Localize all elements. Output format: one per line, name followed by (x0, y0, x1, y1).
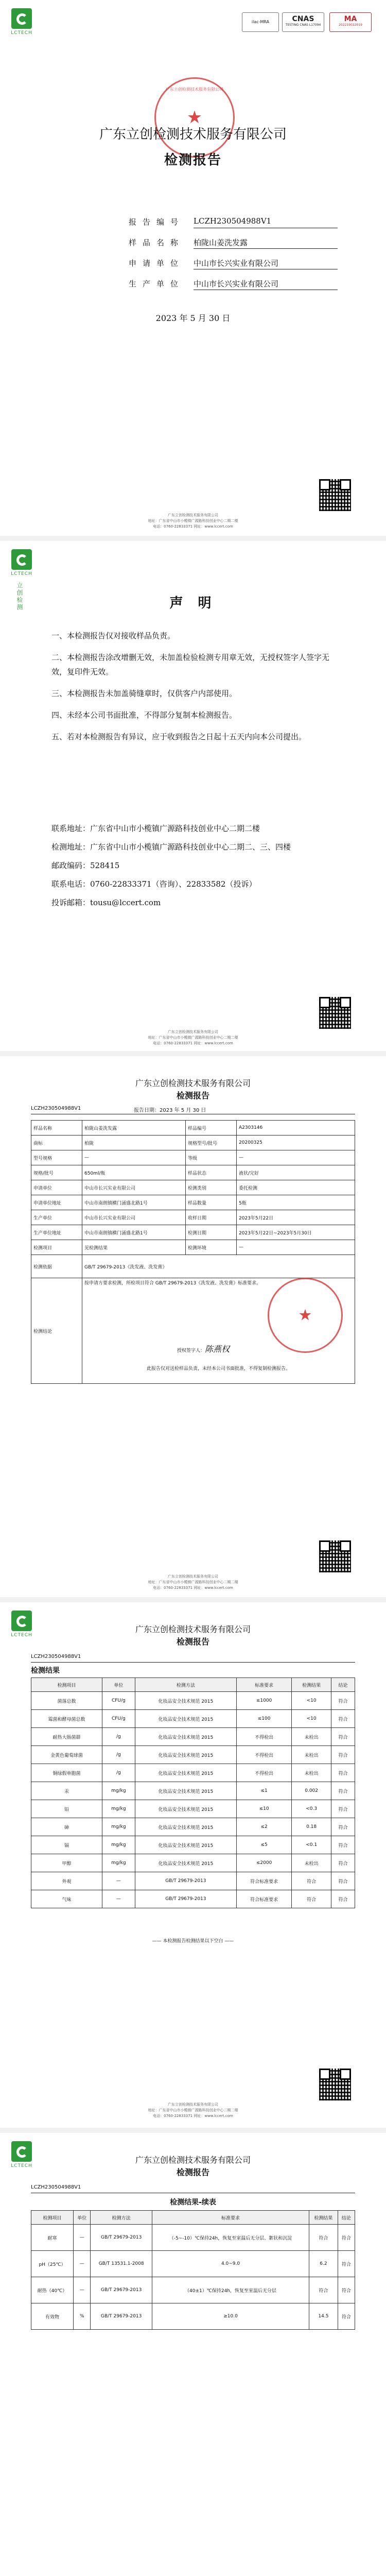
table-cell: 化妆品安全技术规范 2015 (135, 1710, 236, 1728)
table-cell: mg/kg (102, 1854, 135, 1872)
table-header-cell: 标准要求 (152, 2211, 309, 2225)
table-row (31, 1165, 355, 1180)
table-cell: 未检出 (292, 1728, 331, 1746)
results-subtitle: 检测结果 (31, 1667, 60, 1675)
table-cell: 符合 (331, 1818, 355, 1836)
table-cell: 检测环境 (186, 1240, 237, 1255)
table-row (31, 1121, 355, 1136)
table-cell: 14.5 (309, 2303, 338, 2330)
table-cell: GB/T 13531.1-2008 (91, 2251, 152, 2277)
contact-row (51, 856, 360, 875)
table-row (31, 2303, 355, 2330)
page-cover (0, 0, 386, 536)
table-cell: 650ml/瓶 (82, 1165, 186, 1180)
page-sample-info (0, 1056, 386, 1597)
cover-field-value: 柏陇山姜洗发露 (194, 238, 248, 247)
table-cell: 甲醇 (31, 1854, 102, 1872)
table-header-cell: 检测结果 (309, 2211, 338, 2225)
table-cell: 中山市南朗镇横门涌盛北路1号 (82, 1225, 186, 1240)
table-cell: 等级 (186, 1150, 237, 1165)
cover-field-label: 生产单位 (129, 279, 178, 289)
company-logo: LCTECH (7, 549, 36, 577)
page-header-company: 广东立创检测技术服务有限公司 (135, 1624, 251, 1634)
end-note: —— 本检测报告检测结果以下空白 —— (152, 1939, 234, 1944)
signer-label: 授权签字人： (177, 1348, 205, 1353)
table-cell: 菌落总数 (31, 1692, 102, 1710)
table-cell: CFU/g (102, 1692, 135, 1710)
table-row (31, 2225, 355, 2251)
contact-info (51, 819, 360, 912)
table-row (31, 1818, 355, 1836)
qr-code (319, 1540, 351, 1572)
table-cell: 符合 (331, 1692, 355, 1710)
table-row (31, 2277, 355, 2303)
table-cell: GB/T 29679-2013 (91, 2303, 152, 2330)
table-header-cell: 检测方法 (91, 2211, 152, 2225)
logo-icon (11, 549, 32, 570)
table-cell: % (74, 2303, 91, 2330)
table-cell: 化妆品安全技术规范 2015 (135, 1764, 236, 1782)
table-cell: ≤100 (236, 1710, 291, 1728)
table-row (31, 1872, 355, 1890)
report-date: 2023 年 5 月 30 日 (155, 313, 231, 323)
cover-field (129, 278, 279, 289)
table-cell: 样品名称 (31, 1121, 82, 1136)
company-logo: LCTECH (7, 8, 36, 36)
table-cell: 镉 (31, 1836, 102, 1854)
table-cell: 柏陇 (82, 1136, 186, 1150)
cover-field-value: LCZH230504988V1 (194, 216, 272, 226)
table-cell: 符合 (331, 1872, 355, 1890)
contact-label: 邮政编码： (51, 861, 91, 870)
table-cell: 0.002 (292, 1782, 331, 1800)
table-cell: 符合 (292, 1872, 331, 1890)
signer-name: 陈燕权 (205, 1344, 230, 1354)
table-cell: 符合 (338, 2277, 355, 2303)
table-cell: GB/T 29679-2013 (135, 1872, 236, 1890)
table-cell: 霉菌和酵母菌总数 (31, 1710, 102, 1728)
table-cell: 符合 (309, 2225, 338, 2251)
cnas-cert-badge: CNAS TESTING CNAS L17094 (282, 12, 324, 32)
table-cell: 化妆品安全技术规范 2015 (135, 1746, 236, 1764)
table-cell: 符合 (338, 2225, 355, 2251)
table-cell: <0.1 (292, 1836, 331, 1854)
table-row (31, 1240, 355, 1255)
table-cell: 20200325 (237, 1136, 355, 1150)
table-cell: 检测项目 (31, 1240, 82, 1255)
cover-field-value: 中山市长兴实业有限公司 (194, 279, 279, 289)
table-cell: 不得检出 (236, 1746, 291, 1764)
report-number: LCZH230504988V1 (31, 1654, 81, 1659)
contact-value: 0760-22833371（咨询）、22833582（投诉） (90, 879, 257, 889)
table-row (31, 1854, 355, 1872)
table-row (31, 1836, 355, 1854)
declaration-item: 四、未经本公司书面批准，不得部分复制本检测报告。 (51, 710, 237, 720)
declaration-item: 三、本检测报告未加盖骑缝章时，仅供客户内部使用。 (51, 689, 237, 698)
qr-code (319, 479, 351, 511)
table-row (31, 1890, 355, 1908)
contact-value: 528415 (90, 861, 120, 870)
table-cell: — (82, 1150, 186, 1165)
contact-label: 检测地址： (51, 842, 91, 852)
results-subtitle: 检测结果-续表 (170, 2198, 216, 2207)
table-cell: 符合 (331, 1764, 355, 1782)
table-row (31, 1180, 355, 1195)
table-cell: mg/kg (102, 1782, 135, 1800)
table-cell: 申请单位地址 (31, 1195, 82, 1210)
table-cell: — (237, 1150, 355, 1165)
table-cell: 金黄色葡萄球菌 (31, 1746, 102, 1764)
table-cell: <10 (292, 1692, 331, 1710)
table-cell: 耐寒 (31, 2225, 74, 2251)
company-logo: LCTECH (7, 1611, 36, 1638)
cover-field-label: 报告编号 (129, 217, 178, 227)
inspection-stamp (268, 1278, 343, 1353)
table-cell: 未检出 (292, 1746, 331, 1764)
table-row (31, 1210, 355, 1225)
report-number: LCZH230504988V1 (31, 1106, 81, 1111)
page-header-company: 广东立创检测技术服务有限公司 (135, 1078, 251, 1088)
table-cell: 化妆品安全技术规范 2015 (135, 1800, 236, 1818)
page-footer: 广东立创检测技术服务有限公司 地址：广东省中山市小榄镇广源路科技创业中心二期二楼 电话：0760-22833371 网址：www.lccert.com (148, 1030, 238, 1045)
table-cell: 有效物 (31, 2303, 74, 2330)
table-cell: 4.0~9.0 (152, 2251, 309, 2277)
table-cell: 2023年5月22日~2023年5月30日 (237, 1225, 355, 1240)
table-cell: — (74, 2277, 91, 2303)
table-row (31, 1728, 355, 1746)
table-cell: 化妆品安全技术规范 2015 (135, 1836, 236, 1854)
table-cell: GB/T 29679-2013 (91, 2225, 152, 2251)
table-cell: 2023年5月22日 (237, 1210, 355, 1225)
table-cell: 液状/完好 (237, 1165, 355, 1180)
page-declaration (0, 541, 386, 1051)
table-cell: 铜绿假单胞菌 (31, 1764, 102, 1782)
page-header-title: 检测报告 (176, 1637, 209, 1647)
table-header-cell: 检测结果 (292, 1678, 331, 1692)
table-cell: 汞 (31, 1782, 102, 1800)
star-icon: ★ (298, 1306, 312, 1325)
table-cell: 符合 (292, 1890, 331, 1908)
table-row (31, 1225, 355, 1240)
table-cell: 耐热大肠菌群 (31, 1728, 102, 1746)
ilac-cert-badge: ilac-MRA (242, 12, 279, 32)
declaration-item: 五、若对本检测报告有异议，应于收到报告之日起十五天内向本公司提出。 (51, 732, 307, 741)
table-cell: 检测结论 (31, 1278, 82, 1384)
page-header-title: 检测报告 (176, 1091, 209, 1100)
table-cell: 样品数量 (186, 1195, 237, 1210)
table-cell: 化妆品安全技术规范 2015 (135, 1728, 236, 1746)
table-cell: 柏陇山姜洗发露 (82, 1121, 186, 1136)
table-cell: pH（25℃） (31, 2251, 74, 2277)
conclusion-text: 按申请方要求检测，所检项目符合 GB/T 29679-2013《洗发液、洗发膏》标准要求。 (84, 1281, 261, 1286)
contact-value: 广东省中山市小榄镇广源路科技创业中心二期二、三、四楼 (90, 842, 291, 852)
table-cell: 符合 (331, 1710, 355, 1728)
contact-row (51, 838, 360, 856)
official-stamp: 广东立创检测技术服务有限公司 ★ (154, 77, 235, 158)
table-cell: 符合 (331, 1800, 355, 1818)
contact-label: 投诉邮箱： (51, 898, 91, 907)
table-cell: 符合标准要求 (236, 1872, 291, 1890)
side-brand-text: 立创检测 (16, 582, 23, 611)
table-cell: 样品状态 (186, 1165, 237, 1180)
table-cell: GB/T 29679-2013 (91, 2277, 152, 2303)
table-cell: 申请单位 (31, 1180, 82, 1195)
results-table (31, 1677, 355, 1908)
table-cell: 符合 (331, 1728, 355, 1746)
table-cell: 符合标准要求 (236, 1890, 291, 1908)
company-logo: LCTECH (7, 2141, 36, 2168)
cover-field-label: 申请单位 (129, 259, 178, 268)
table-cell: 化妆品安全技术规范 2015 (135, 1818, 236, 1836)
table-cell: ≤2 (236, 1818, 291, 1836)
table-cell: GB/T 29679-2013 (135, 1890, 236, 1908)
table-cell: 6.2 (309, 2251, 338, 2277)
declaration-item: 二、本检测报告涂改增删无效，未加盖检验检测专用章无效，无授权签字人签字无效，复印件无效。 (51, 653, 330, 676)
table-cell: 委托检测 (237, 1180, 355, 1195)
table-cell: <0.3 (292, 1800, 331, 1818)
table-cell: 化妆品安全技术规范 2015 (135, 1692, 236, 1710)
report-note: 此报告仅对送检样品负责，未经本公司书面批准，不得复制检测报告。 (146, 1366, 290, 1371)
table-cell: GB/T 29679-2013《洗发液、洗发膏》 (82, 1255, 355, 1278)
table-row (31, 1710, 355, 1728)
contact-row (51, 875, 360, 893)
table-row (31, 1800, 355, 1818)
table-cell: 中山市长兴实业有限公司 (82, 1210, 186, 1225)
table-cell: 化妆品安全技术规范 2015 (135, 1782, 236, 1800)
declaration-items (51, 629, 329, 751)
table-cell: ≤1 (236, 1782, 291, 1800)
table-cell: 规格型号/批号 (186, 1136, 237, 1150)
qr-code (319, 2069, 351, 2100)
page-header-title: 检测报告 (176, 2167, 209, 2177)
company-name: 广东立创检测技术服务有限公司 (99, 127, 287, 142)
cover-field-value: 中山市长兴实业有限公司 (194, 259, 279, 268)
table-row (31, 1255, 355, 1278)
table-cell: 符合 (331, 1854, 355, 1872)
contact-value: tousu@lccert.com (90, 898, 161, 907)
declaration-item: 一、本检测报告仅对接收样品负责。 (51, 631, 176, 640)
table-row (31, 1746, 355, 1764)
table-cell: 中山市长兴实业有限公司 (82, 1180, 186, 1195)
page-results (0, 1602, 386, 2128)
cover-field-label: 样品名称 (129, 238, 178, 247)
page-header-company: 广东立创检测技术服务有限公司 (135, 2155, 251, 2165)
table-header-cell: 检测项目 (31, 1678, 102, 1692)
contact-row (51, 819, 360, 838)
table-cell: 化妆品安全技术规范 2015 (135, 1854, 236, 1872)
page-footer: 广东立创检测技术服务有限公司 地址：广东省中山市小榄镇广源路科技创业中心二期二楼 电话：0760-22833371 网址：www.lccert.com (148, 1574, 238, 1590)
table-cell: ≤2000 (236, 1854, 291, 1872)
table-cell: ≤1000 (236, 1692, 291, 1710)
table-cell: A2303146 (237, 1121, 355, 1136)
report-number: LCZH230504988V1 (31, 2184, 81, 2190)
table-header-row (31, 1678, 355, 1692)
table-cell: 符合 (331, 1782, 355, 1800)
table-header-cell: 结论 (338, 2211, 355, 2225)
table-cell: 收样日期 (186, 1210, 237, 1225)
cover-field (129, 237, 248, 248)
contact-value: 广东省中山市小榄镇广源路科技创业中心二期二楼 (90, 824, 260, 833)
table-cell: 生产单位地址 (31, 1225, 82, 1240)
logo-icon (11, 8, 32, 29)
table-row (31, 1764, 355, 1782)
contact-row (51, 893, 360, 912)
page-footer: 广东立创检测技术服务有限公司 地址：广东省中山市小榄镇广源路科技创业中心二期二楼 电话：0760-22833371 网址：www.lccert.com (148, 513, 238, 529)
table-cell: mg/kg (102, 1836, 135, 1854)
table-cell: — (102, 1872, 135, 1890)
star-icon: ★ (186, 107, 203, 128)
declaration-title: 声 明 (169, 596, 217, 611)
page-results-continued (0, 2133, 386, 2576)
table-cell: 检测类别 (186, 1180, 237, 1195)
table-cell: 符合 (338, 2303, 355, 2330)
table-row (31, 2251, 355, 2277)
cover-field (129, 216, 272, 227)
table-cell: mg/kg (102, 1818, 135, 1836)
table-row (31, 1195, 355, 1210)
table-cell: mg/kg (102, 1800, 135, 1818)
table-row (31, 1136, 355, 1150)
table-cell: 耐热（40℃） (31, 2277, 74, 2303)
table-cell: 型号规格 (31, 1150, 82, 1165)
table-cell: — (237, 1240, 355, 1255)
table-cell: 符合 (331, 1746, 355, 1764)
table-cell: 样品编号 (186, 1121, 237, 1136)
table-cell: 未检出 (292, 1764, 331, 1782)
table-cell: — (102, 1890, 135, 1908)
table-cell: 符合 (331, 1890, 355, 1908)
table-cell: 符合 (309, 2277, 338, 2303)
table-cell: （40±1）℃保持24h，恢复至室温后无分层 (152, 2277, 309, 2303)
ma-cert-badge: MA 202219022019 (329, 12, 372, 32)
table-header-cell: 单位 (74, 2211, 91, 2225)
table-cell: 5瓶 (237, 1195, 355, 1210)
table-cell: 符合 (331, 1836, 355, 1854)
table-header-cell: 检测项目 (31, 2211, 74, 2225)
contact-label: 联系电话： (51, 879, 91, 889)
contact-label: 联系地址： (51, 824, 91, 833)
table-cell: 0.18 (292, 1818, 331, 1836)
table-cell: ≤5 (236, 1836, 291, 1854)
table-cell: 符合 (338, 2251, 355, 2277)
table-cell: <10 (292, 1710, 331, 1728)
table-header-cell: 检测方法 (135, 1678, 236, 1692)
table-cell: 气味 (31, 1890, 102, 1908)
results-continued-table (31, 2210, 355, 2330)
table-row (31, 1150, 355, 1165)
table-cell: 检测依据 (31, 1255, 82, 1278)
report-date-line: 报告日期：2023 年 5 月 30 日 (134, 1108, 206, 1113)
table-header-cell: 单位 (102, 1678, 135, 1692)
table-cell: 商标 (31, 1136, 82, 1150)
table-header-cell: 结论 (331, 1678, 355, 1692)
table-cell: 不得检出 (236, 1764, 291, 1782)
table-cell: 规格/批号 (31, 1165, 82, 1180)
table-cell: 见检测结果 (82, 1240, 186, 1255)
table-cell: /g (102, 1746, 135, 1764)
table-cell: 铅 (31, 1800, 102, 1818)
page-footer: 广东立创检测技术服务有限公司 地址：广东省中山市小榄镇广源路科技创业中心二期二楼 电话：0760-22833371 网址：www.lccert.com (148, 2103, 238, 2118)
table-cell: CFU/g (102, 1710, 135, 1728)
table-cell: — (74, 2251, 91, 2277)
table-row (31, 1782, 355, 1800)
table-cell: — (74, 2225, 91, 2251)
table-cell: 生产单位 (31, 1210, 82, 1225)
table-cell: 检测日期 (186, 1225, 237, 1240)
table-cell: ≥10.0 (152, 2303, 309, 2330)
table-cell: （-5~-10）℃保持24h，恢复至室温后无分层、絮状和沉淀 (152, 2225, 309, 2251)
table-header-cell: 标准要求 (236, 1678, 291, 1692)
table-cell: 砷 (31, 1818, 102, 1836)
table-cell: /g (102, 1728, 135, 1746)
table-cell: 中山市南朗镇横门涌盛北路1号 (82, 1195, 186, 1210)
table-row (31, 1692, 355, 1710)
table-cell: 外观 (31, 1872, 102, 1890)
qr-code (319, 997, 351, 1029)
table-cell: ≤10 (236, 1800, 291, 1818)
table-cell: 不得检出 (236, 1728, 291, 1746)
table-header-row (31, 2211, 355, 2225)
cover-field (129, 258, 279, 268)
report-title: 检测报告 (164, 152, 222, 168)
table-cell: 未检出 (292, 1854, 331, 1872)
table-cell: /g (102, 1764, 135, 1782)
